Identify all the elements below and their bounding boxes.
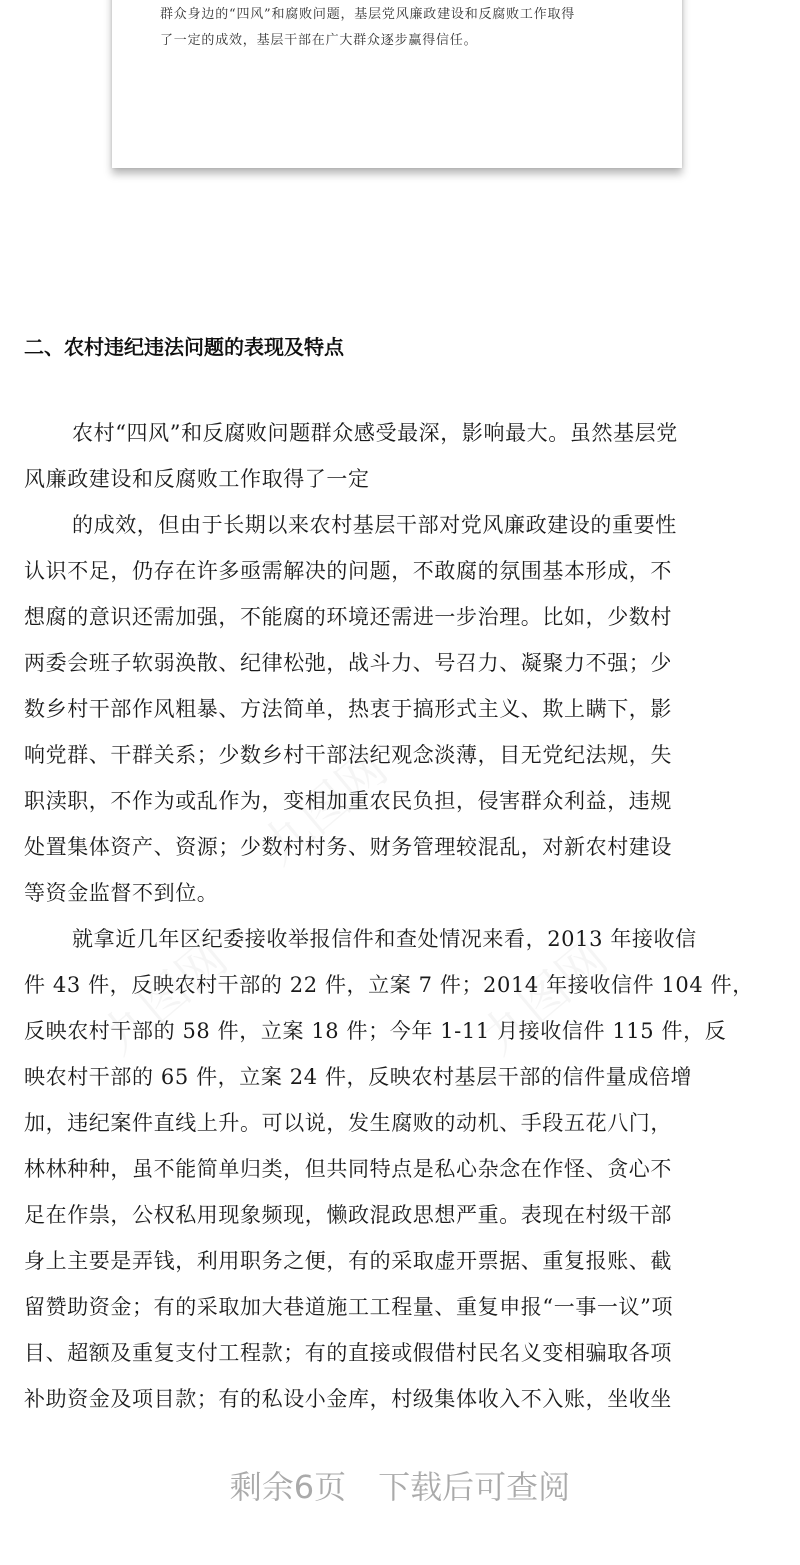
paragraph-line: 响党群、干群关系；少数乡村干部法纪观念淡薄，目无党纪法规，失 [24, 743, 672, 767]
excerpt-line: 了一定的成效，基层干部在广大群众逐步赢得信任。 [160, 33, 478, 48]
paragraph-line: 处置集体资产、资源；少数村村务、财务管理较混乱，对新农村建设 [24, 835, 672, 859]
paragraph-line: 农村“四风”和反腐败问题群众感受最深，影响最大。虽然基层党 [72, 421, 678, 445]
paragraph-line: 留赞助资金；有的采取加大巷道施工工程量、重复申报“一事一议”项 [24, 1295, 674, 1319]
paragraph-line: 补助资金及项目款；有的私设小金库，村级集体收入不入账，坐收坐 [24, 1387, 672, 1411]
paragraph-line: 足在作祟，公权私用现象频现，懒政混政思想严重。表现在村级干部 [24, 1203, 672, 1227]
paragraph-line: 就拿近几年区纪委接收举报信件和查处情况来看，2013 年接收信 [72, 927, 697, 951]
remaining-pages-text: 剩余6页 [229, 1468, 347, 1506]
excerpt-line: 群众身边的“四风”和腐败问题，基层党风廉政建设和反腐败工作取得 [160, 7, 576, 22]
paragraph-line: 数乡村干部作风粗暴、方法简单，热衷于搞形式主义、欺上瞒下，影 [24, 697, 672, 721]
paragraph-line: 身上主要是弄钱，利用职务之便，有的采取虚开票据、重复报账、截 [24, 1249, 672, 1273]
section-heading: 二、农村违纪违法问题的表现及特点 [24, 335, 344, 359]
paragraph-line: 认识不足，仍存在许多亟需解决的问题，不敢腐的氛围基本形成，不 [24, 559, 672, 583]
paragraph-line: 的成效，但由于长期以来农村基层干部对党风廉政建设的重要性 [72, 513, 677, 537]
paragraph-line: 风廉政建设和反腐败工作取得了一定 [24, 467, 370, 491]
watermark-text: 九图网 [471, 930, 619, 1066]
paragraph-line: 件 43 件，反映农村干部的 22 件，立案 7 件；2014 年接收信件 104 件， [24, 973, 754, 997]
paragraph-line: 等资金监督不到位。 [24, 881, 219, 905]
watermark-text: 九图网 [91, 930, 239, 1066]
paragraph-line: 林林种种，虽不能简单归类，但共同特点是私心杂念在作怪、贪心不 [24, 1157, 672, 1181]
excerpt-card [112, 0, 682, 168]
paragraph-line: 两委会班子软弱涣散、纪律松弛，战斗力、号召力、凝聚力不强；少 [24, 651, 672, 675]
paragraph-line: 反映农村干部的 58 件，立案 18 件；今年 1-11 月接收信件 115 件，反 [24, 1019, 727, 1043]
paragraph-line: 目、超额及重复支付工程款；有的直接或假借村民名义变相骗取各项 [24, 1341, 672, 1365]
document-body [24, 410, 784, 1422]
paragraph-line: 映农村干部的 65 件，立案 24 件，反映农村基层干部的信件量成倍增 [24, 1065, 693, 1089]
paragraph-line: 加，违纪案件直线上升。可以说，发生腐败的动机、手段五花八门， [24, 1111, 672, 1135]
watermark-text: 九图网 [251, 740, 399, 876]
download-to-view-text: 下载后可查阅 [378, 1468, 571, 1506]
paragraph-line: 想腐的意识还需加强，不能腐的环境还需进一步治理。比如，少数村 [24, 605, 672, 629]
download-prompt[interactable] [0, 1462, 800, 1512]
paragraph-line: 职渎职，不作为或乱作为，变相加重农民负担，侵害群众利益，违规 [24, 789, 672, 813]
